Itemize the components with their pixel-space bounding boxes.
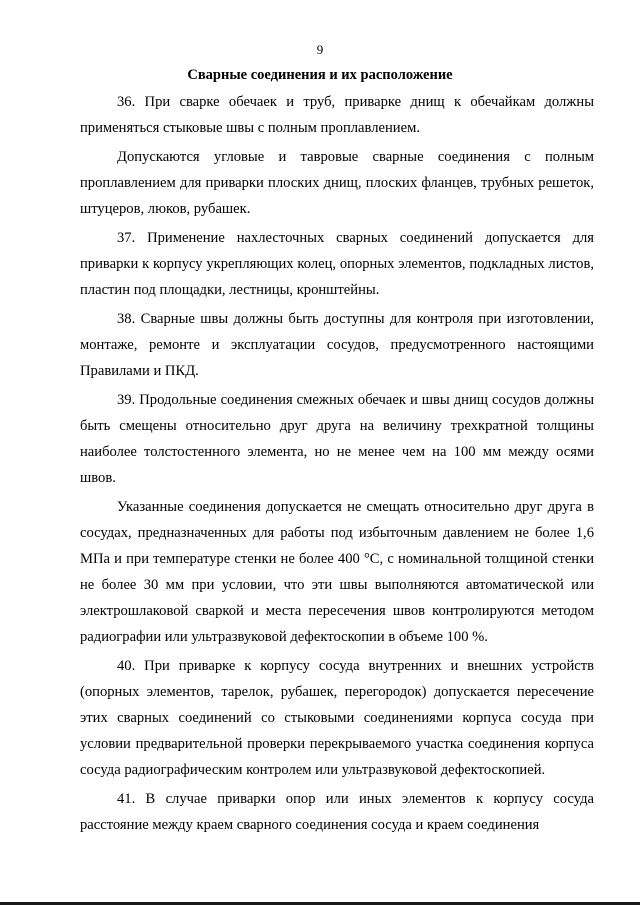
section-heading: Сварные соединения и их расположение <box>187 67 453 83</box>
page-number: 9 <box>316 42 324 57</box>
paragraph-39: 39. Продольные соединения смежных обечаек и швы днищ сосудов должны быть смещены относительно друг друга на величину трехкратной толщины наиболее толстостенного элемента, но не менее чем на 100 мм между осями швов. <box>80 392 594 486</box>
paragraph-40: 40. При приварке к корпусу сосуда внутренних и внешних устройств (опорных элементов, тарелок, рубашек, перегородок) допускается пересечение этих сварных соединений со стыковыми соединениями корпуса сосуда при условии предварительной проверки перекрываемого участка соединения корпуса сосуда радиографическим контролем или ультразвуковой дефектоскопией. <box>80 658 594 778</box>
paragraph-36: 36. При сварке обечаек и труб, приварке днищ к обечайкам должны применяться стыковые швы с полным проплавлением. <box>80 94 594 136</box>
paragraph-37: 37. Применение нахлесточных сварных соединений допускается для приварки к корпусу укрепляющих колец, опорных элементов, подкладных листов, пластин под площадки, лестницы, кронштейны. <box>80 230 594 298</box>
paragraph-39-continuation: Указанные соединения допускается не смещать относительно друг друга в сосудах, предназначенных для работы под избыточным давлением не более 1,6 МПа и при температуре стенки не более 400 °С, с номинальной толщиной стенки не более 30 мм при условии, что эти швы выполняются автоматической или электрошлаковой сваркой и места пересечения швов контролируются методом радиографии или ультразвуковой дефектоскопии в объеме 100 %. <box>80 499 594 645</box>
paragraph-41: 41. В случае приварки опор или иных элементов к корпусу сосуда расстояние между краем сварного соединения сосуда и краем соединения <box>80 791 594 833</box>
document-body <box>80 89 594 841</box>
paragraph-36-continuation: Допускаются угловые и тавровые сварные соединения с полным проплавлением для приварки плоских днищ, плоских фланцев, трубных решеток, штуцеров, люков, рубашек. <box>80 149 594 217</box>
paragraph-38: 38. Сварные швы должны быть доступны для контроля при изготовлении, монтаже, ремонте и эксплуатации сосудов, предусмотренного настоящими Правилами и ПКД. <box>80 311 594 379</box>
